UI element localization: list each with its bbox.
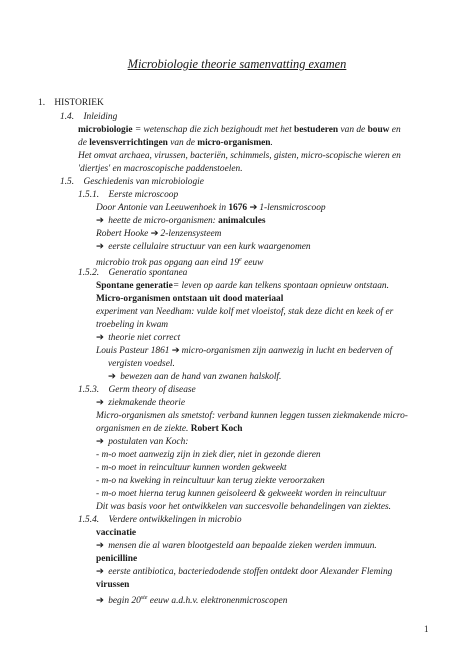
arrow-icon: ➔ — [96, 567, 104, 577]
arrow-icon: ➔ — [96, 596, 104, 607]
page-number: 1 — [424, 624, 429, 634]
text-line: virussen — [96, 580, 130, 590]
arrow-icon: ➔ — [108, 372, 116, 382]
heading-generatio-spontanea: 1.5.2. Generatio spontanea — [78, 268, 188, 278]
arrow-icon: ➔ — [96, 242, 104, 252]
heading-germ-theory: 1.5.3. Germ theory of disease — [78, 385, 196, 395]
text-line: ➔ ziekmakende theorie — [96, 398, 185, 408]
document-title: Microbiologie theorie samenvatting examen — [127, 57, 347, 71]
list-item: - m-o na kweking in reincultuur kan terug ziekte veroorzaken — [96, 476, 325, 486]
heading-inleiding: 1.4. Inleiding — [60, 112, 118, 122]
text-line: ➔ mensen die al waren blootgesteld aan bepaalde zieken werden immuun. — [96, 541, 377, 551]
list-item: - m-o moet hierna terug kunnen geisoleerd & gekweekt worden in reincultuur — [96, 489, 387, 499]
arrow-icon: ➔ — [150, 229, 159, 239]
arrow-icon: ➔ — [96, 216, 104, 226]
text-line: organismen en de ziekte. Robert Koch — [96, 424, 243, 434]
text-line: ➔ postulaten van Koch: — [96, 437, 189, 447]
arrow-icon: ➔ — [96, 398, 104, 408]
text-line: Louis Pasteur 1861 ➔ micro-organismen zijn aanwezig in lucht en bederven of — [96, 346, 393, 356]
heading-geschiedenis: 1.5. Geschiedenis van microbiologie — [60, 177, 204, 187]
text-line: Spontane generatie= leven op aarde kan telkens spontaan opnieuw ontstaan. — [96, 281, 389, 291]
text-line: Micro-organismen ontstaan uit dood materiaal — [96, 294, 284, 304]
intro-line-2: de levensverrichtingen van de micro-organismen. — [78, 138, 273, 148]
heading-eerste-microscoop: 1.5.1. Eerste microscoop — [78, 190, 179, 200]
text-line: ➔ eerste cellulaire structuur van een kurk waargenomen — [96, 242, 311, 252]
arrow-icon: ➔ — [249, 203, 258, 213]
text-line: penicilline — [96, 554, 138, 564]
arrow-icon: ➔ — [96, 333, 104, 343]
text-line: microbio trok pas opgang aan eind 19e eeuw — [96, 257, 264, 269]
list-item: - m-o moet aanwezig zijn in ziek dier, niet in gezonde dieren — [96, 450, 321, 460]
intro-line-3: Het omvat archaea, virussen, bacteriën, schimmels, gisten, micro-scopische wieren en — [78, 151, 401, 161]
text-line: vaccinatie — [96, 528, 137, 538]
text-line: Dit was basis voor het ontwikkelen van succesvolle behandelingen van ziektes. — [96, 502, 391, 512]
heading-historiek: 1. HISTORIEK — [38, 98, 104, 108]
text-line: ➔ heette de micro-organismen: animalcules — [96, 216, 266, 226]
text-line: Micro-organismen als smetstof: verband kunnen leggen tussen ziekmakende micro- — [96, 411, 408, 421]
text-line: Door Antonie van Leeuwenhoek in 1676 ➔ 1-lensmicroscoop — [96, 203, 326, 213]
text-line: ➔ eerste antibiotica, bacteriedodende stoffen ontdekt door Alexander Fleming — [96, 567, 393, 577]
text-line: ➔ bewezen aan de hand van zwanen halskolf. — [108, 372, 282, 382]
text-line: ➔ begin 20ste eeuw a.d.h.v. elektronenmicroscopen — [96, 595, 288, 607]
text-line: ➔ theorie niet correct — [96, 333, 181, 343]
list-item: - m-o moet in reincultuur kunnen worden gekweekt — [96, 463, 287, 473]
arrow-icon: ➔ — [96, 541, 104, 551]
arrow-icon: ➔ — [171, 346, 180, 356]
text-line: troebeling in kwam — [96, 320, 169, 330]
heading-verdere-ontwikkelingen: 1.5.4. Verdere ontwikkelingen in microbio — [78, 515, 242, 525]
text-line: vergisten voedsel. — [108, 359, 175, 369]
arrow-icon: ➔ — [96, 437, 104, 447]
text-line: experiment van Needham: vulde kolf met vloeistof, stak deze dicht en keek of er — [96, 307, 394, 317]
intro-line-1: microbiologie = wetenschap die zich bezighoudt met het bestuderen van de bouw en — [78, 125, 401, 135]
text-line: Robert Hooke ➔ 2-lenzensysteem — [96, 229, 222, 239]
intro-line-4: 'diertjes' en macroscopische paddenstoelen. — [78, 164, 243, 174]
